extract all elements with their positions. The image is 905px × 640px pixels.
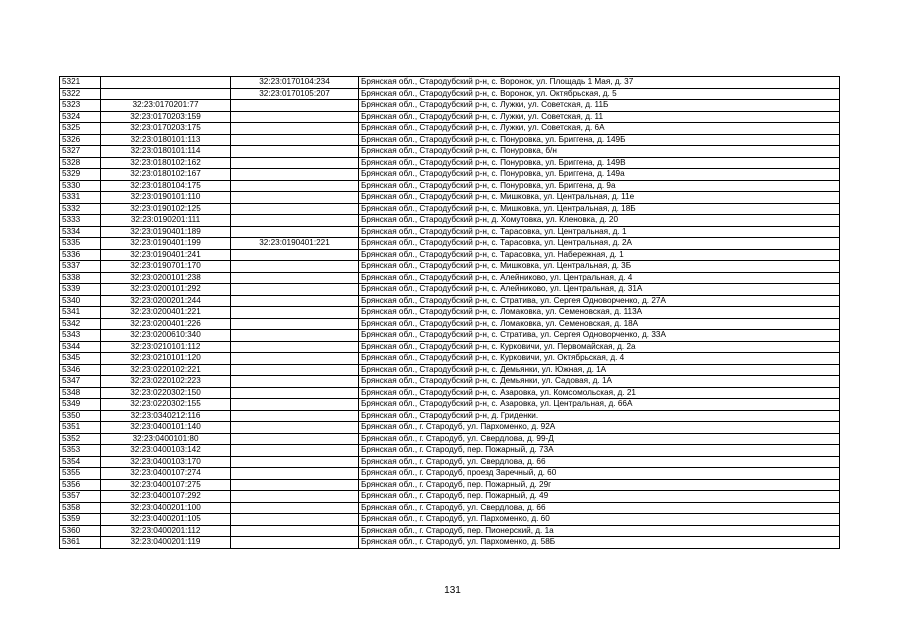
building-cadastral-number-cell [231, 479, 359, 491]
cadastral-number-cell: 32:23:0400107:292 [101, 491, 231, 503]
cadastral-number-cell: 32:23:0190101:110 [101, 192, 231, 204]
table-row [60, 479, 840, 491]
building-cadastral-number-cell [231, 192, 359, 204]
address-cell: Брянская обл., Стародубский р-н, с. Лужки, ул. Советская, д. 11 [359, 111, 840, 123]
table-row [60, 341, 840, 353]
row-number-cell: 5357 [60, 491, 101, 503]
address-cell: Брянская обл., Стародубский р-н, с. Азаровка, ул. Центральная, д. 66А [359, 399, 840, 411]
row-number-cell: 5353 [60, 445, 101, 457]
table-row [60, 203, 840, 215]
row-number-cell: 5356 [60, 479, 101, 491]
cadastral-number-cell: 32:23:0210101:120 [101, 353, 231, 365]
cadastral-number-cell: 32:23:0400103:170 [101, 456, 231, 468]
table-row [60, 272, 840, 284]
cadastral-number-cell: 32:23:0180101:114 [101, 146, 231, 158]
cadastral-number-cell: 32:23:0190701:170 [101, 261, 231, 273]
building-cadastral-number-cell [231, 307, 359, 319]
table-row [60, 238, 840, 250]
building-cadastral-number-cell [231, 100, 359, 112]
building-cadastral-number-cell [231, 514, 359, 526]
row-number-cell: 5349 [60, 399, 101, 411]
registry-table [59, 76, 840, 549]
table-row [60, 364, 840, 376]
cadastral-number-cell: 32:23:0400107:275 [101, 479, 231, 491]
building-cadastral-number-cell [231, 169, 359, 181]
cadastral-number-cell: 32:23:0190401:241 [101, 249, 231, 261]
address-cell: Брянская обл., Стародубский р-н, с. Мишковка, ул. Центральная, д. 18Б [359, 203, 840, 215]
table-row [60, 100, 840, 112]
building-cadastral-number-cell [231, 226, 359, 238]
table-row [60, 433, 840, 445]
row-number-cell: 5322 [60, 88, 101, 100]
address-cell: Брянская обл., г. Стародуб, ул. Свердлова, д. 66 [359, 456, 840, 468]
building-cadastral-number-cell [231, 502, 359, 514]
table-row [60, 387, 840, 399]
address-cell: Брянская обл., Стародубский р-н, с. Курковичи, ул. Первомайская, д. 2а [359, 341, 840, 353]
cadastral-number-cell: 32:23:0400103:142 [101, 445, 231, 457]
cadastral-number-cell: 32:23:0170201:77 [101, 100, 231, 112]
address-cell: Брянская обл., Стародубский р-н, д. Гриденки. [359, 410, 840, 422]
building-cadastral-number-cell [231, 468, 359, 480]
cadastral-number-cell: 32:23:0400107:274 [101, 468, 231, 480]
table-row [60, 514, 840, 526]
cadastral-number-cell: 32:23:0400201:100 [101, 502, 231, 514]
building-cadastral-number-cell [231, 318, 359, 330]
table-row [60, 445, 840, 457]
address-cell: Брянская обл., Стародубский р-н, с. Мишковка, ул. Центральная, д. 3Б [359, 261, 840, 273]
building-cadastral-number-cell [231, 364, 359, 376]
building-cadastral-number-cell [231, 284, 359, 296]
building-cadastral-number-cell [231, 203, 359, 215]
cadastral-number-cell: 32:23:0220302:150 [101, 387, 231, 399]
table-row [60, 249, 840, 261]
address-cell: Брянская обл., Стародубский р-н, с. Понуровка, ул. Бриггена, д. 149а [359, 169, 840, 181]
row-number-cell: 5325 [60, 123, 101, 135]
address-cell: Брянская обл., г. Стародуб, пер. Пожарный, д. 29г [359, 479, 840, 491]
address-cell: Брянская обл., г. Стародуб, пер. Пожарный, д. 49 [359, 491, 840, 503]
building-cadastral-number-cell [231, 387, 359, 399]
building-cadastral-number-cell [231, 146, 359, 158]
cadastral-number-cell: 32:23:0220302:155 [101, 399, 231, 411]
table-row [60, 376, 840, 388]
row-number-cell: 5338 [60, 272, 101, 284]
address-cell: Брянская обл., Стародубский р-н, с. Понуровка, ул. Бриггена, д. 149В [359, 157, 840, 169]
address-cell: Брянская обл., Стародубский р-н, с. Мишковка, ул. Центральная, д. 11е [359, 192, 840, 204]
address-cell: Брянская обл., Стародубский р-н, с. Стратива, ул. Сергея Одноворченко, д. 33А [359, 330, 840, 342]
building-cadastral-number-cell [231, 445, 359, 457]
cadastral-number-cell: 32:23:0180102:167 [101, 169, 231, 181]
building-cadastral-number-cell [231, 456, 359, 468]
row-number-cell: 5346 [60, 364, 101, 376]
building-cadastral-number-cell [231, 123, 359, 135]
building-cadastral-number-cell: 32:23:0190401:221 [231, 238, 359, 250]
registry-table-body [60, 77, 840, 549]
row-number-cell: 5331 [60, 192, 101, 204]
row-number-cell: 5323 [60, 100, 101, 112]
table-row [60, 318, 840, 330]
building-cadastral-number-cell [231, 330, 359, 342]
row-number-cell: 5354 [60, 456, 101, 468]
cadastral-number-cell: 32:23:0190102:125 [101, 203, 231, 215]
table-row [60, 456, 840, 468]
table-row [60, 284, 840, 296]
cadastral-number-cell: 32:23:0220102:223 [101, 376, 231, 388]
cadastral-number-cell: 32:23:0220102:221 [101, 364, 231, 376]
cadastral-number-cell: 32:23:0190401:189 [101, 226, 231, 238]
address-cell: Брянская обл., г. Стародуб, ул. Пархоменко, д. 58Б [359, 537, 840, 549]
cadastral-number-cell: 32:23:0200610:340 [101, 330, 231, 342]
address-cell: Брянская обл., Стародубский р-н, с. Ломаковка, ул. Семеновская, д. 113А [359, 307, 840, 319]
cadastral-number-cell: 32:23:0180102:162 [101, 157, 231, 169]
cadastral-number-cell: 32:23:0340212:116 [101, 410, 231, 422]
address-cell: Брянская обл., Стародубский р-н, с. Воронок, ул. Октябрьская, д. 5 [359, 88, 840, 100]
cadastral-number-cell: 32:23:0400201:112 [101, 525, 231, 537]
row-number-cell: 5327 [60, 146, 101, 158]
building-cadastral-number-cell [231, 410, 359, 422]
row-number-cell: 5360 [60, 525, 101, 537]
table-row [60, 307, 840, 319]
row-number-cell: 5321 [60, 77, 101, 89]
address-cell: Брянская обл., Стародубский р-н, с. Тарасовка, ул. Центральная, д. 2А [359, 238, 840, 250]
table-row [60, 525, 840, 537]
table-row [60, 226, 840, 238]
table-row [60, 215, 840, 227]
row-number-cell: 5342 [60, 318, 101, 330]
building-cadastral-number-cell [231, 295, 359, 307]
address-cell: Брянская обл., Стародубский р-н, с. Азаровка, ул. Комсомольская, д. 21 [359, 387, 840, 399]
address-cell: Брянская обл., г. Стародуб, пер. Пионерский, д. 1а [359, 525, 840, 537]
building-cadastral-number-cell [231, 525, 359, 537]
building-cadastral-number-cell [231, 157, 359, 169]
address-cell: Брянская обл., Стародубский р-н, с. Воронок, ул. Площадь 1 Мая, д. 37 [359, 77, 840, 89]
row-number-cell: 5330 [60, 180, 101, 192]
row-number-cell: 5358 [60, 502, 101, 514]
row-number-cell: 5337 [60, 261, 101, 273]
cadastral-number-cell [101, 77, 231, 89]
row-number-cell: 5348 [60, 387, 101, 399]
building-cadastral-number-cell [231, 376, 359, 388]
table-row [60, 410, 840, 422]
building-cadastral-number-cell [231, 134, 359, 146]
row-number-cell: 5332 [60, 203, 101, 215]
building-cadastral-number-cell [231, 261, 359, 273]
table-row [60, 295, 840, 307]
address-cell: Брянская обл., Стародубский р-н, с. Демьянки, ул. Южная, д. 1А [359, 364, 840, 376]
address-cell: Брянская обл., Стародубский р-н, с. Курковичи, ул. Октябрьская, д. 4 [359, 353, 840, 365]
building-cadastral-number-cell [231, 111, 359, 123]
building-cadastral-number-cell [231, 180, 359, 192]
address-cell: Брянская обл., Стародубский р-н, с. Тарасовка, ул. Центральная, д. 1 [359, 226, 840, 238]
row-number-cell: 5339 [60, 284, 101, 296]
building-cadastral-number-cell [231, 433, 359, 445]
cadastral-number-cell: 32:23:0400201:119 [101, 537, 231, 549]
row-number-cell: 5351 [60, 422, 101, 434]
cadastral-number-cell: 32:23:0200401:221 [101, 307, 231, 319]
table-row [60, 353, 840, 365]
address-cell: Брянская обл., г. Стародуб, ул. Свердлова, д. 66 [359, 502, 840, 514]
cadastral-number-cell: 32:23:0200101:292 [101, 284, 231, 296]
row-number-cell: 5329 [60, 169, 101, 181]
cadastral-number-cell: 32:23:0190201:111 [101, 215, 231, 227]
row-number-cell: 5340 [60, 295, 101, 307]
table-row [60, 422, 840, 434]
table-row [60, 169, 840, 181]
table-row [60, 134, 840, 146]
row-number-cell: 5343 [60, 330, 101, 342]
cadastral-number-cell: 32:23:0400101:80 [101, 433, 231, 445]
address-cell: Брянская обл., г. Стародуб, проезд Заречный, д. 60 [359, 468, 840, 480]
building-cadastral-number-cell [231, 537, 359, 549]
building-cadastral-number-cell [231, 491, 359, 503]
address-cell: Брянская обл., Стародубский р-н, с. Лужки, ул. Советская, д. 11Б [359, 100, 840, 112]
address-cell: Брянская обл., Стародубский р-н, с. Тарасовка, ул. Набережная, д. 1 [359, 249, 840, 261]
cadastral-number-cell: 32:23:0180101:113 [101, 134, 231, 146]
row-number-cell: 5355 [60, 468, 101, 480]
table-row [60, 537, 840, 549]
table-row [60, 192, 840, 204]
address-cell: Брянская обл., г. Стародуб, пер. Пожарный, д. 73А [359, 445, 840, 457]
building-cadastral-number-cell: 32:23:0170104:234 [231, 77, 359, 89]
row-number-cell: 5352 [60, 433, 101, 445]
building-cadastral-number-cell [231, 341, 359, 353]
building-cadastral-number-cell [231, 215, 359, 227]
address-cell: Брянская обл., Стародубский р-н, с. Стратива, ул. Сергея Одноворченко, д. 27А [359, 295, 840, 307]
table-row [60, 399, 840, 411]
address-cell: Брянская обл., Стародубский р-н, с. Ломаковка, ул. Семеновская, д. 18А [359, 318, 840, 330]
address-cell: Брянская обл., Стародубский р-н, с. Понуровка, ул. Бриггена, д. 9а [359, 180, 840, 192]
row-number-cell: 5344 [60, 341, 101, 353]
table-row [60, 111, 840, 123]
row-number-cell: 5336 [60, 249, 101, 261]
row-number-cell: 5350 [60, 410, 101, 422]
cadastral-number-cell [101, 88, 231, 100]
building-cadastral-number-cell [231, 422, 359, 434]
row-number-cell: 5359 [60, 514, 101, 526]
row-number-cell: 5328 [60, 157, 101, 169]
address-cell: Брянская обл., г. Стародуб, ул. Пархоменко, д. 92А [359, 422, 840, 434]
row-number-cell: 5334 [60, 226, 101, 238]
address-cell: Брянская обл., г. Стародуб, ул. Пархоменко, д. 60 [359, 514, 840, 526]
building-cadastral-number-cell: 32:23:0170105:207 [231, 88, 359, 100]
table-row [60, 157, 840, 169]
row-number-cell: 5335 [60, 238, 101, 250]
table-row [60, 88, 840, 100]
row-number-cell: 5333 [60, 215, 101, 227]
address-cell: Брянская обл., Стародубский р-н, с. Понуровка, ул. Бриггена, д. 149Б [359, 134, 840, 146]
table-row [60, 502, 840, 514]
building-cadastral-number-cell [231, 249, 359, 261]
cadastral-number-cell: 32:23:0210101:112 [101, 341, 231, 353]
table-row [60, 491, 840, 503]
cadastral-number-cell: 32:23:0170203:175 [101, 123, 231, 135]
table-row [60, 180, 840, 192]
page-number: 131 [444, 585, 461, 596]
cadastral-number-cell: 32:23:0180104:175 [101, 180, 231, 192]
row-number-cell: 5345 [60, 353, 101, 365]
building-cadastral-number-cell [231, 353, 359, 365]
cadastral-number-cell: 32:23:0190401:199 [101, 238, 231, 250]
address-cell: Брянская обл., Стародубский р-н, с. Понуровка, б/н [359, 146, 840, 158]
building-cadastral-number-cell [231, 272, 359, 284]
address-cell: Брянская обл., Стародубский р-н, с. Лужки, ул. Советская, д. 6А [359, 123, 840, 135]
building-cadastral-number-cell [231, 399, 359, 411]
table-row [60, 123, 840, 135]
address-cell: Брянская обл., Стародубский р-н, с. Алейниково, ул. Центральная, д. 4 [359, 272, 840, 284]
row-number-cell: 5347 [60, 376, 101, 388]
table-row [60, 330, 840, 342]
table-row [60, 146, 840, 158]
table-row [60, 468, 840, 480]
address-cell: Брянская обл., Стародубский р-н, с. Алейниково, ул. Центральная, д. 31А [359, 284, 840, 296]
address-cell: Брянская обл., Стародубский р-н, д. Хомутовка, ул. Кленовка, д. 20 [359, 215, 840, 227]
address-cell: Брянская обл., Стародубский р-н, с. Демьянки, ул. Садовая, д. 1А [359, 376, 840, 388]
table-row [60, 77, 840, 89]
row-number-cell: 5361 [60, 537, 101, 549]
cadastral-number-cell: 32:23:0400101:140 [101, 422, 231, 434]
row-number-cell: 5326 [60, 134, 101, 146]
cadastral-number-cell: 32:23:0200201:244 [101, 295, 231, 307]
cadastral-number-cell: 32:23:0200101:238 [101, 272, 231, 284]
cadastral-number-cell: 32:23:0170203:159 [101, 111, 231, 123]
cadastral-number-cell: 32:23:0400201:105 [101, 514, 231, 526]
row-number-cell: 5341 [60, 307, 101, 319]
row-number-cell: 5324 [60, 111, 101, 123]
cadastral-number-cell: 32:23:0200401:226 [101, 318, 231, 330]
address-cell: Брянская обл., г. Стародуб, ул. Свердлова, д. 99-Д [359, 433, 840, 445]
table-row [60, 261, 840, 273]
